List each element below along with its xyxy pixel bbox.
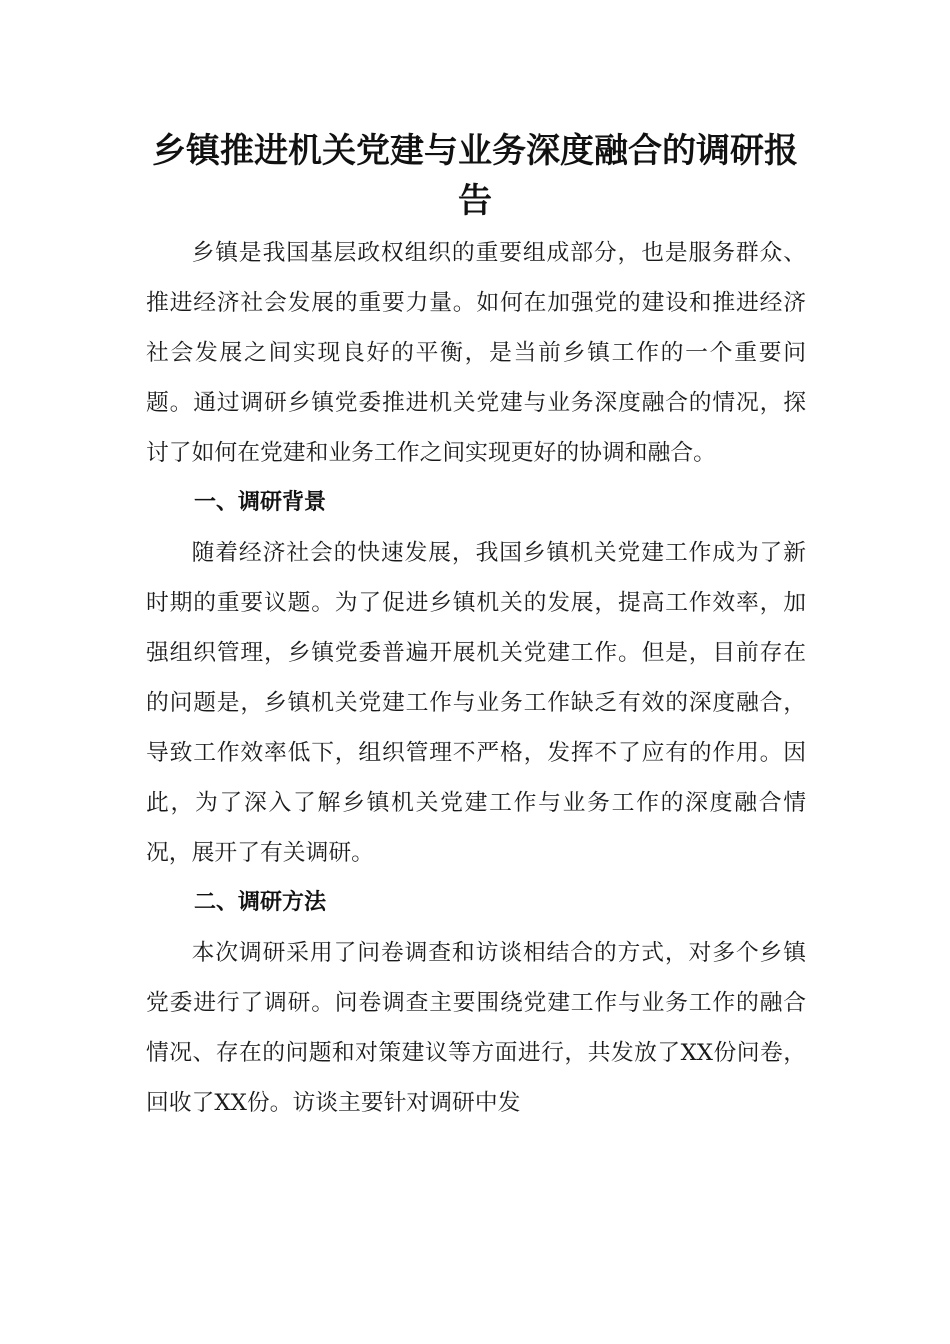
document-body: [146, 228, 806, 1128]
section-paragraph-method: 本次调研采用了问卷调查和访谈相结合的方式，对多个乡镇党委进行了调研。问卷调查主要围绕党建工作与业务工作的融合情况、存在的问题和对策建议等方面进行，共发放了XX份问卷，回收了XX份。访谈主要针对调研中发: [146, 940, 806, 1116]
document-title: 乡镇推进机关党建与业务深度融合的调研报告: [152, 131, 798, 221]
section-heading-method: 二、调研方法: [194, 890, 327, 915]
intro-paragraph: 乡镇是我国基层政权组织的重要组成部分，也是服务群众、推进经济社会发展的重要力量。如何在加强党的建设和推进经济社会发展之间实现良好的平衡，是当前乡镇工作的一个重要问题。通过调研乡镇党委推进机关党建与业务深度融合的情况，探讨了如何在党建和业务工作之间实现更好的协调和融合。: [146, 240, 806, 466]
section-paragraph-background: 随着经济社会的快速发展，我国乡镇机关党建工作成为了新时期的重要议题。为了促进乡镇机关的发展，提高工作效率，加强组织管理，乡镇党委普遍开展机关党建工作。但是，目前存在的问题是，乡镇机关党建工作与业务工作缺乏有效的深度融合，导致工作效率低下，组织管理不严格，发挥不了应有的作用。因此，为了深入了解乡镇机关党建工作与业务工作的深度融合情况，展开了有关调研。: [146, 540, 806, 866]
section-heading-background: 一、调研背景: [194, 490, 327, 515]
